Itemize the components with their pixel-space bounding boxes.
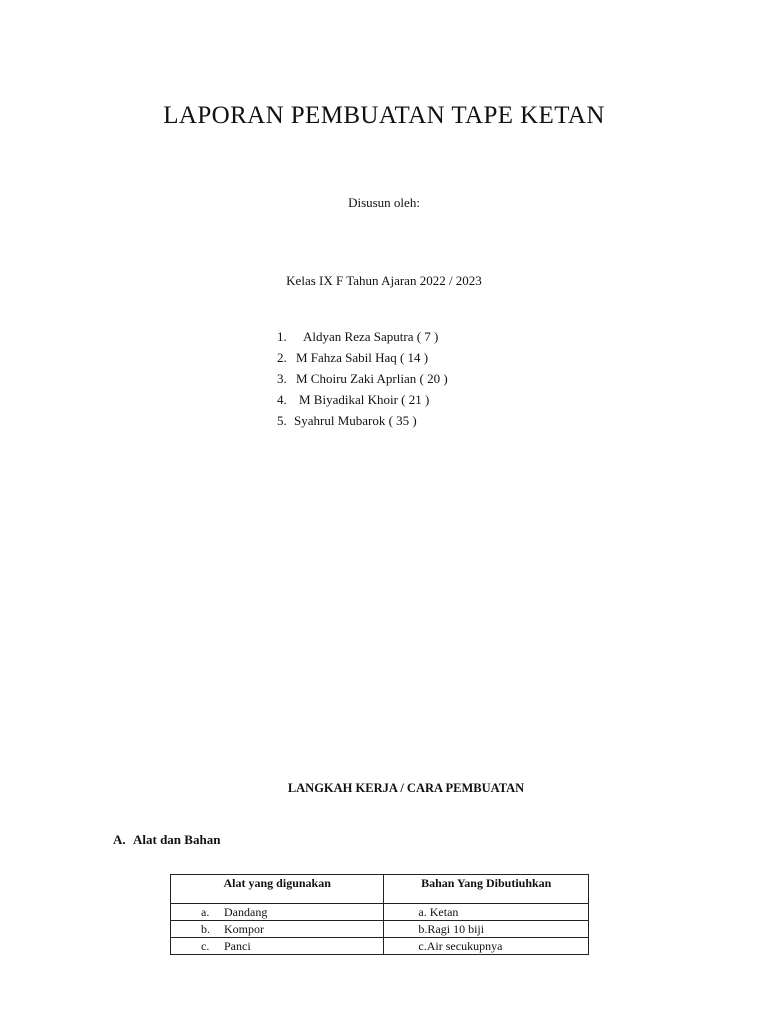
subsection-label: Alat dan Bahan [133, 832, 221, 847]
member-list [277, 326, 448, 431]
class-year-line: Kelas IX F Tahun Ajaran 2022 / 2023 [286, 273, 482, 288]
alat-letter: b. [201, 922, 210, 936]
alat-cell [171, 938, 384, 955]
section-heading: LANGKAH KERJA / CARA PEMBUATAN [287, 781, 525, 795]
member-item [277, 389, 448, 410]
table-row [171, 921, 589, 938]
column-header-bahan: Bahan Yang Dibutiuhkan [384, 875, 589, 904]
alat-cell [171, 921, 384, 938]
alat-letter: a. [201, 905, 210, 919]
member-item [277, 326, 448, 347]
member-number: 1. [277, 329, 287, 344]
member-name: M Biyadikal Khoir ( 21 ) [299, 392, 430, 407]
table-header-row [171, 875, 589, 904]
table-row [171, 938, 589, 955]
member-number: 3. [277, 371, 287, 386]
alat-name: Kompor [224, 922, 264, 936]
column-header-alat: Alat yang digunakan [171, 875, 384, 904]
member-number: 5. [277, 413, 287, 428]
member-item [277, 410, 448, 431]
member-item [277, 368, 448, 389]
member-number: 2. [277, 350, 287, 365]
alat-name: Panci [224, 939, 251, 953]
member-name: Aldyan Reza Saputra ( 7 ) [303, 329, 439, 344]
table-row [171, 904, 589, 921]
subsection-letter: A. [113, 832, 126, 847]
member-name: Syahrul Mubarok ( 35 ) [294, 413, 417, 428]
alat-letter: c. [201, 939, 210, 953]
byline: Disusun oleh: [348, 195, 420, 210]
tools-materials-table [170, 874, 589, 955]
alat-name: Dandang [224, 905, 268, 919]
bahan-cell: b.Ragi 10 biji [384, 921, 589, 938]
document-title: LAPORAN PEMBUATAN TAPE KETAN [163, 102, 605, 129]
bahan-cell: a. Ketan [384, 904, 589, 921]
member-item [277, 347, 448, 368]
member-name: M Choiru Zaki Aprlian ( 20 ) [296, 371, 448, 386]
member-name: M Fahza Sabil Haq ( 14 ) [296, 350, 429, 365]
subsection-heading [113, 832, 220, 848]
bahan-cell: c.Air secukupnya [384, 938, 589, 955]
member-number: 4. [277, 392, 287, 407]
alat-cell [171, 904, 384, 921]
